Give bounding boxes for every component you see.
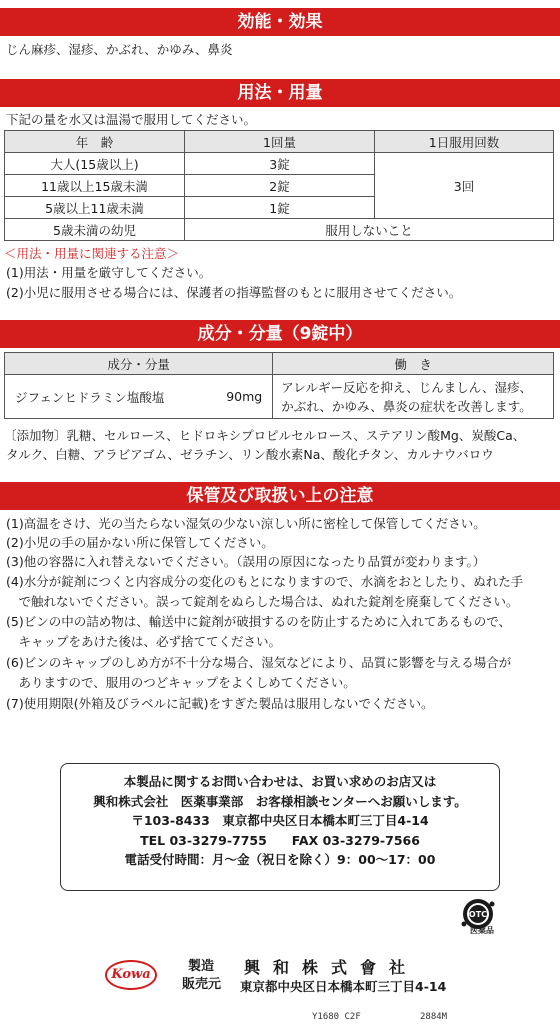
storage-line: (3)他の容器に入れ替えないでください。（誤用の原因になったり品質が変わります。） xyxy=(6,554,486,569)
role-manufacture: 製造 xyxy=(188,959,215,974)
storage-line: (4)水分が錠剤につくと内容成分の変化のもとになりますので、水滴をおとしたり、ぬれた手 xyxy=(6,574,524,589)
dosage-dose-cell: 1錠 xyxy=(185,197,375,219)
dosage-age-cell: 大人(15歳以上) xyxy=(5,153,185,175)
dosage-times-cell: 3回 xyxy=(375,153,554,219)
dosage-dose-cell: 2錠 xyxy=(185,175,375,197)
dosage-header-age: 年 齢 xyxy=(5,131,185,153)
dosage-age-cell: 5歳以上11歳未満 xyxy=(5,197,185,219)
storage-heading: 保管及び取扱い上の注意 xyxy=(0,482,560,510)
ingredients-header-effect: 働 き xyxy=(273,353,554,375)
ingredient-effect xyxy=(273,375,554,419)
contact-phone: TEL 03-3279-7755 FAX 03-3279-7566 xyxy=(140,832,420,848)
dosage-notes-heading: ＜用法・用量に関連する注意＞ xyxy=(4,246,180,261)
dosage-header-times: 1日服用回数 xyxy=(375,131,554,153)
storage-line: ありますので、服用のつどキャップをよくしめてください。 xyxy=(6,675,356,690)
role-distributor: 販売元 xyxy=(182,977,222,992)
otc-label: 医薬品 xyxy=(470,926,494,935)
dosage-table xyxy=(4,130,554,241)
contact-address: 〒103-8433 東京都中央区日本橋本町三丁目4-14 xyxy=(131,813,429,828)
dosage-header-dose: 1回量 xyxy=(185,131,375,153)
dosage-under5-cell: 服用しないこと xyxy=(185,219,554,241)
table-row xyxy=(5,153,554,175)
efficacy-text: じん麻疹、湿疹、かぶれ、かゆみ、鼻炎 xyxy=(6,42,233,57)
table-row xyxy=(5,375,554,419)
contact-box xyxy=(60,763,500,891)
dosage-age-cell: 5歳未満の幼児 xyxy=(5,219,185,241)
contact-line: 本製品に関するお問い合わせは、お買い求めのお店又は xyxy=(123,774,437,789)
company-name: 興和株式會社 xyxy=(244,958,419,977)
ingredient-effect-line: かぶれ、かゆみ、鼻炎の症状を改善します。 xyxy=(281,398,532,414)
efficacy-heading: 効能・効果 xyxy=(0,8,560,36)
kowa-logo: Kowa xyxy=(105,960,157,990)
ingredients-table xyxy=(4,352,554,419)
storage-line: (5)ビンの中の詰め物は、輸送中に錠剤が破損するのを防止するために入れてあるもので、 xyxy=(6,614,511,629)
table-row xyxy=(5,219,554,241)
storage-line: (2)小児の手の届かない所に保管してください。 xyxy=(6,535,274,550)
storage-line: (7)使用期限(外箱及びラベルに記載)をすぎた製品は服用しないでください。 xyxy=(6,696,434,711)
ingredients-heading: 成分・分量（9錠中） xyxy=(0,320,560,348)
storage-line: (1)高温をさけ、光の当たらない湿気の少ない涼しい所に密栓して保管してください。 xyxy=(6,516,486,531)
additives-line: 〔添加物〕乳糖、セルロース、ヒドロキシプロピルセルロース、ステアリン酸Mg、炭酸Ca、 xyxy=(4,428,526,443)
dosage-age-cell: 11歳以上15歳未満 xyxy=(5,175,185,197)
otc-symbol-text: OTC xyxy=(468,910,488,919)
ingredients-header-name: 成分・分量 xyxy=(5,353,273,375)
print-code-right: 2884M xyxy=(420,1012,448,1022)
additives-line: タルク、白糖、アラビアゴム、ゼラチン、リン酸水素Na、酸化チタン、カルナウバロウ xyxy=(6,447,494,462)
print-code-left: Y1680 C2F xyxy=(312,1012,361,1022)
dosage-intro: 下記の量を水又は温湯で服用してください。 xyxy=(6,112,257,127)
dosage-dose-cell: 3錠 xyxy=(185,153,375,175)
ingredient-effect-line: アレルギー反応を抑え、じんましん、湿疹、 xyxy=(281,379,532,395)
storage-line: (6)ビンのキャップのしめ方が不十分な場合、湿気などにより、品質に影響を与える場合が xyxy=(6,655,512,670)
contact-line: 興和株式会社 医薬事業部 お客様相談センターへお願いします。 xyxy=(93,793,467,809)
dosage-heading: 用法・用量 xyxy=(0,79,560,107)
company-address: 東京都中央区日本橋本町三丁目4-14 xyxy=(240,979,447,994)
dosage-note: (2)小児に服用させる場合には、保護者の指導監督のもとに服用させてください。 xyxy=(6,285,462,300)
ingredient-name: ジフェンヒドラミン塩酸塩 xyxy=(5,375,210,419)
contact-hours: 電話受付時間：月〜金（祝日を除く）9：00〜17：00 xyxy=(124,852,436,867)
storage-line: で触れないでください。誤って錠剤をぬらした場合は、ぬれた錠剤を廃棄してください。 xyxy=(6,594,519,609)
storage-line: キャップをあけた後は、必ず捨ててください。 xyxy=(6,634,282,649)
ingredient-amount: 90mg xyxy=(210,375,273,419)
dosage-note: (1)用法・用量を厳守してください。 xyxy=(6,265,212,280)
